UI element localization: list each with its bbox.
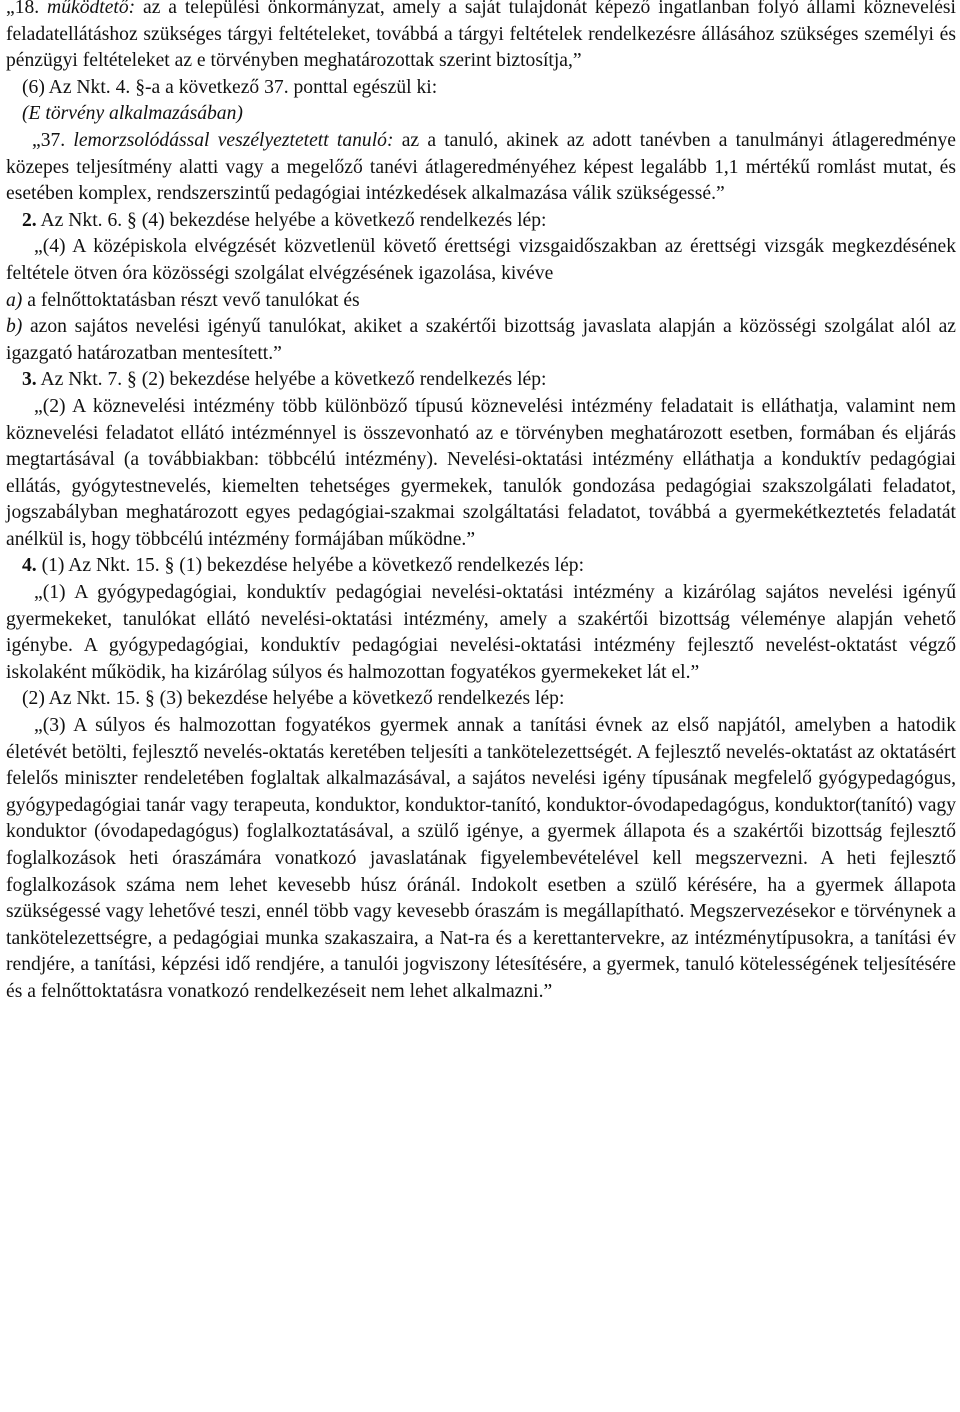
text-run: „(3) A súlyos és halmozottan fogyatékos gyermek annak a tanítási évnek az első napjától, amelyben a hatodik életévét betölti, fejlesztő nevelés-oktatás keretében teljesíti a tankötelezettségét. A fejlesztő nevelés-oktatást az oktatásért felelős miniszter rendeletében foglaltak alkalmazásával, a sajátos nevelési igény típusának megfelelő gyógypedagógus, gyógypedagógiai tanár vagy terapeuta, konduktor, konduktor-tanító, konduktor-óvodapedagógus, konduktor(tanító) vagy konduktor (óvodapedagógus) foglalkoztatásával, a szülő igénye, a gyermek állapota és a szakértői bizottság fejlesztő foglalkozások heti óraszámára vonatkozó javaslatának figyelembevételével kell megszervezni. A heti fejlesztő foglalkozások száma nem lehet kevesebb húsz óránál. Indokolt esetben a szülő kérésére, ha a gyermek állapota szükségessé vagy lehetővé teszi, ennél több vagy kevesebb óraszám is megállapítható. Megszervezésekor e törvénynek a tankötelezettségre, a pedagógiai munka szakaszaira, a Nat-ra és a kerettantervekre, az intézménytípusokra, a tanítási év rendjére, a tanítási, képzési idő rendjére, a tanulói jogviszony létesítésére, a gyermek, tanuló kötelességének teljesítésére és a felnőttoktatásra vonatkozó rendelkezéseit nem lehet alkalmazni.”	[6, 715, 956, 1002]
text-run: Az Nkt. 6. § (4) bekezdése helyébe a következő rendelkezés lép:	[36, 209, 547, 231]
paragraph-amendment-7-2	[6, 394, 956, 554]
paragraph-definition-37	[6, 128, 956, 208]
text-run: az a települési önkormányzat, amely a saját tulajdonát képező ingatlanban folyó állami köznevelési feladatellátáshoz szükséges tárgyi feltételeket, továbbá a tárgyi feltételek rendelkezésre állásához szükséges személyi és pénzügyi feltételeket az e törvényben meghatározottak szerint biztosítja,”	[6, 0, 956, 72]
paragraph-amendment-6	[6, 75, 956, 102]
bold-text: 2.	[22, 209, 37, 231]
text-run: (2) Az Nkt. 15. § (3) bekezdése helyébe a következő rendelkezés lép:	[22, 688, 565, 710]
italic-text: b)	[6, 316, 23, 338]
paragraph-amendment-15-1	[6, 580, 956, 686]
section-4-heading	[6, 553, 956, 580]
section-3-heading	[6, 367, 956, 394]
section-4-2-heading	[6, 686, 956, 713]
paragraph-context-note	[6, 101, 956, 128]
text-run: „(2) A köznevelési intézmény több különböző típusú köznevelési intézmény feladatait is elláthatja, valamint nem köznevelési feladatot ellátó intézménnyel is összevonható az e törvényben meghatározott esetben, formában és eljárás megtartásával (a továbbiakban: többcélú intézmény). Nevelési-oktatási intézmény elláthatja a konduktív pedagógiai ellátás, gyógytestnevelés, kiemelten tehetséges gyermekek, tanulók gondozása pedagógiai szakszolgálati feladatot, jogszabályban meghatározott egyes pedagógiai-szakmai szolgáltatási feladatot, továbbá a gyermekétkeztetés feladatát anélkül is, hogy többcélú intézmény formájában működne.”	[6, 395, 956, 550]
text-run: azon sajátos nevelési igényű tanulókat, akiket a szakértői bizottság javaslata alapján a közösségi szolgálat alól az igazgató határozatban mentesített.”	[6, 316, 956, 364]
text-run: „(4) A középiskola elvégzését közvetlenül követő érettségi vizsgaidőszakban az érettségi vizsgák megkezdésének feltétele ötven óra közösségi szolgálat elvégzésének igazolása, kivéve	[6, 236, 956, 284]
text-run: az a tanuló, akinek az adott tanévben a tanulmányi átlageredménye közepes teljesítmény alatti vagy a megelőző tanévi átlageredményéhez képest legalább 1,1 mértékű romlást mutat, és esetében komplex, rendszerszintű pedagógiai intézkedések alkalmazása válik szükségessé.”	[6, 129, 956, 205]
text-run: (6) Az Nkt. 4. §-a a következő 37. ponttal egészül ki:	[22, 76, 438, 98]
italic-text: (E törvény alkalmazásában)	[22, 103, 243, 125]
bold-text: 4.	[22, 555, 37, 577]
text-run: „(1) A gyógypedagógiai, konduktív pedagógiai nevelési-oktatási intézmény a kizárólag sajátos nevelési igényű gyermekeket, tanulókat ellátó nevelési-oktatási intézmény, amely a szakértői bizottság véleménye alapján vehető igénybe. A gyógypedagógiai, konduktív pedagógiai nevelési-oktatási intézmény fejlesztő nevelést-oktatást végző iskolaként működik, ha kizárólag súlyos és halmozottan fogyatékos gyermekeket lát el.”	[6, 582, 956, 683]
section-2-heading	[6, 208, 956, 235]
italic-text: lemorzsolódással veszélyeztetett tanuló:	[73, 129, 394, 151]
italic-text: működtető:	[47, 0, 136, 18]
italic-text: a)	[6, 289, 23, 311]
paragraph-amendment-15-3	[6, 713, 956, 1006]
paragraph-definition-18	[6, 0, 956, 75]
paragraph-amendment-6-4	[6, 234, 956, 287]
text-run: „37.	[32, 129, 74, 151]
list-item-b	[6, 314, 956, 367]
list-item-a	[6, 288, 956, 315]
bold-text: 3.	[22, 369, 37, 391]
text-run: Az Nkt. 7. § (2) bekezdése helyébe a következő rendelkezés lép:	[36, 369, 547, 391]
text-run: a felnőttoktatásban részt vevő tanulókat és	[22, 289, 360, 311]
text-run: „18.	[6, 0, 48, 18]
text-run: (1) Az Nkt. 15. § (1) bekezdése helyébe a következő rendelkezés lép:	[36, 555, 585, 577]
